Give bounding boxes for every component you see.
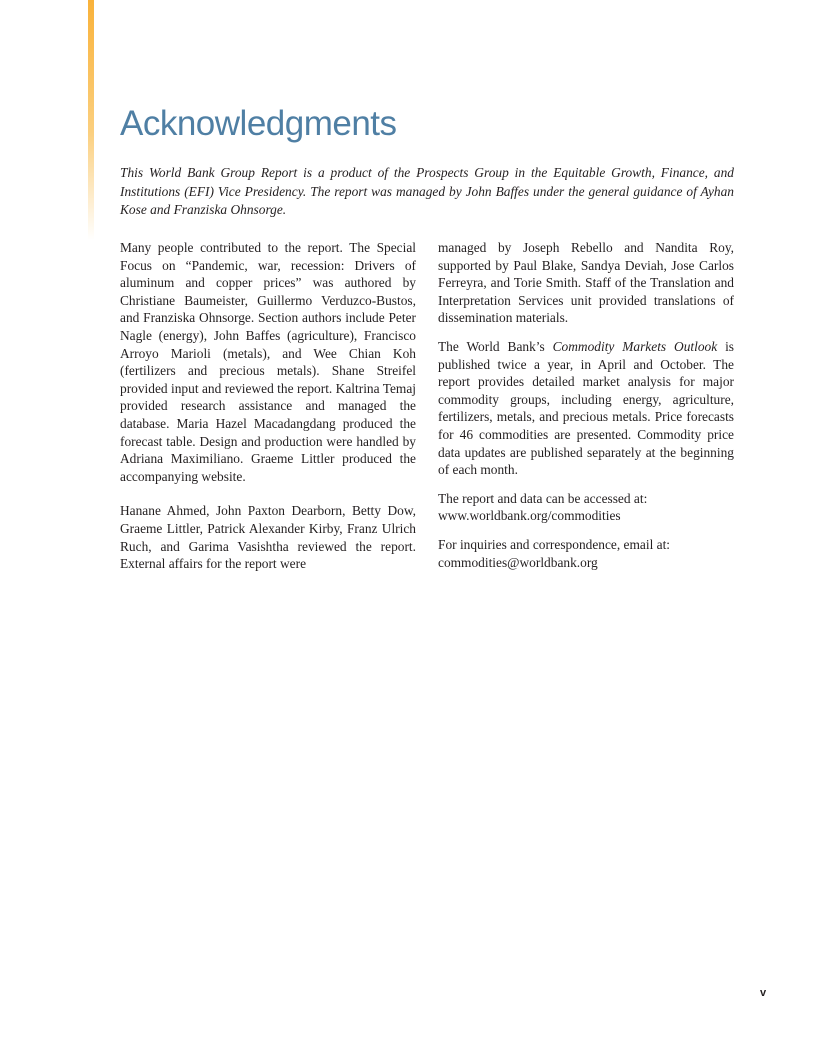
access-label: The report and data can be accessed at: bbox=[438, 490, 648, 506]
contact-label: For inquiries and correspondence, email at: bbox=[438, 536, 671, 552]
email-link[interactable]: commodities@worldbank.org bbox=[438, 554, 598, 570]
publication-paragraph bbox=[438, 338, 734, 479]
contact-paragraph bbox=[438, 536, 734, 571]
page-title: Acknowledgments bbox=[120, 104, 397, 143]
reviewers-paragraph: Hanane Ahmed, John Paxton Dearborn, Betty Dow, Graeme Littler, Patrick Alexander Kirby, Franz Ulrich Ruch, and Garima Vasishtha reviewed the report. External affairs for the report were bbox=[120, 503, 416, 572]
accent-bar bbox=[88, 0, 94, 240]
publication-title: Commodity Markets Outlook bbox=[552, 338, 718, 354]
access-paragraph bbox=[438, 490, 734, 525]
right-column bbox=[438, 239, 734, 571]
publication-text-after: is published twice a year, in April and October. The report provides detailed market analysis for major commodity groups, including energy, agriculture, fertilizers, metals, and precious metals. Price forecasts for 46 commodities are presented. Commodity price data updates are published separately at the beginning of each month. bbox=[438, 338, 735, 478]
page-number: v bbox=[760, 987, 767, 999]
contributors-paragraph: Many people contributed to the report. The Special Focus on “Pandemic, war, recession: Drivers of aluminum and copper prices” was authored by Christiane Baumeister, Guillermo Verduzco-Bustos, and Franziska Ohnsorge. Section authors include Peter Nagle (energy), John Baffes (agriculture), Francisco Arroyo Marioli (metals), and Wee Chian Koh (fertilizers and precious metals). Shane Streifel provided input and reviewed the report. Kaltrina Temaj provided research assistance and managed the database. Maria Hazel Macadangdang produced the forecast table. Design and production were handled by Adriana Maximiliano. Graeme Littler produced the accompanying website. bbox=[120, 240, 416, 484]
commodities-link[interactable]: www.worldbank.org/commodities bbox=[438, 508, 621, 524]
intro-paragraph: This World Bank Group Report is a product of the Prospects Group in the Equitable Growth, Finance, and Institutions (EFI) Vice Presidency. The report was managed by John Baffes under the general guidance of Ayhan Kose and Franziska Ohnsorge. bbox=[120, 165, 734, 217]
left-column bbox=[120, 239, 416, 573]
publication-text-before: The World Bank’s bbox=[438, 338, 553, 354]
external-affairs-paragraph: managed by Joseph Rebello and Nandita Roy, supported by Paul Blake, Sandya Deviah, Jose Carlos Ferreyra, and Torie Smith. Staff of the Translation and Interpretation Services unit provided translations of dissemination materials. bbox=[438, 240, 734, 326]
